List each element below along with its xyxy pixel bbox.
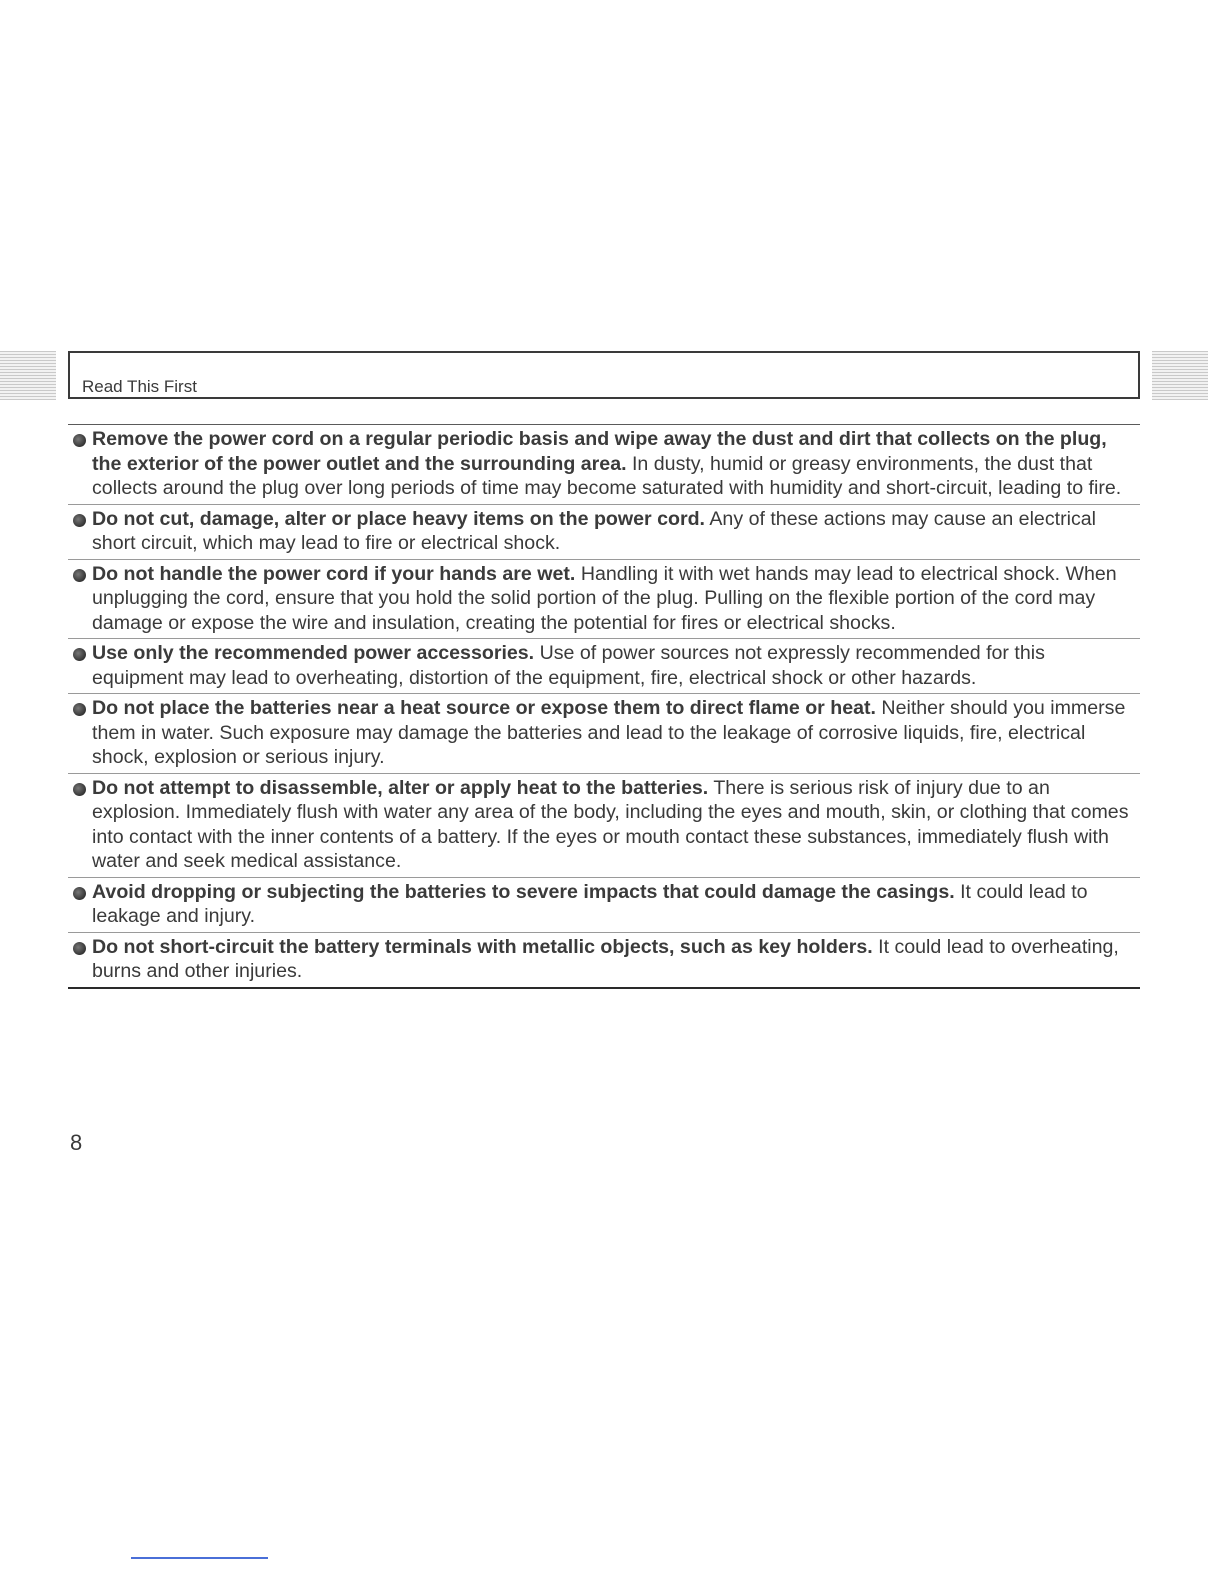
- warning-item: [68, 639, 1140, 694]
- warning-lead: Use only the recommended power accessories.: [92, 642, 535, 664]
- warning-text: Neither should you immerse them in water. Such exposure may damage the batteries and lead to the leakage of corrosive liquids, fire, electrical shock, explosion or serious injury.: [92, 697, 1126, 768]
- warning-text: It could lead to leakage and injury.: [92, 880, 1088, 927]
- section-title: Read This First: [82, 377, 197, 396]
- warning-item: [68, 694, 1140, 774]
- warning-text: Any of these actions may cause an electrical short circuit, which may lead to fire or electrical shock.: [92, 507, 1096, 554]
- warning-item: [68, 560, 1140, 640]
- warning-text: In dusty, humid or greasy environments, the dust that collects around the plug over long periods of time may become saturated with humidity and short-circuit, leading to fire.: [92, 452, 1122, 499]
- bullet-icon: [73, 783, 86, 796]
- bullet-icon: [73, 514, 86, 527]
- right-side-tab-marker: [1152, 351, 1208, 400]
- warning-lead: Do not short-circuit the battery terminals with metallic objects, such as key holders.: [92, 935, 873, 958]
- warning-lead: Remove the power cord on a regular periodic basis and wipe away the dust and dirt that collects on the plug, the exterior of the power outlet and the surrounding area.: [92, 428, 1107, 475]
- warning-lead: Do not cut, damage, alter or place heavy items on the power cord.: [92, 507, 705, 530]
- left-side-tab-marker: [0, 351, 56, 400]
- page-number: 8: [70, 1130, 83, 1155]
- warning-lead: Do not handle the power cord if your hands are wet.: [92, 562, 576, 585]
- warning-item: [68, 774, 1140, 878]
- bullet-icon: [73, 434, 86, 447]
- warnings-list: [68, 424, 1140, 989]
- warning-item: [68, 505, 1140, 560]
- warning-text: It could lead to overheating, burns and other injuries.: [92, 935, 1119, 982]
- warning-item: [68, 878, 1140, 933]
- warning-item: [68, 425, 1140, 505]
- bullet-icon: [73, 648, 86, 661]
- warning-text: Use of power sources not expressly recommended for this equipment may lead to overheating, distortion of the equipment, fire, electrical shock or other hazards.: [92, 642, 1045, 689]
- section-header: [68, 351, 1140, 399]
- warning-text: Handling it with wet hands may lead to electrical shock. When unplugging the cord, ensure that you hold the solid portion of the plug. Pulling on the flexible portion of the cord may damage or expose the wire and insulation, creating the potential for fires or electrical shocks.: [92, 562, 1117, 634]
- bullet-icon: [73, 569, 86, 582]
- bullet-icon: [73, 887, 86, 900]
- bullet-icon: [73, 703, 86, 716]
- warning-lead: Do not place the batteries near a heat source or expose them to direct flame or heat.: [92, 697, 876, 719]
- bottom-rule: [131, 1557, 268, 1559]
- warning-text: There is serious risk of injury due to an explosion. Immediately flush with water any area of the body, including the eyes and mouth, skin, or clothing that comes into contact with the inner contents of a battery. If the eyes or mouth contact these substances, immediately flush with water and seek medical assistance.: [92, 776, 1129, 872]
- warning-lead: Do not attempt to disassemble, alter or apply heat to the batteries.: [92, 776, 709, 799]
- warning-item: [68, 933, 1140, 987]
- bullet-icon: [73, 942, 86, 955]
- warning-lead: Avoid dropping or subjecting the batteries to severe impacts that could damage the casings.: [92, 880, 955, 903]
